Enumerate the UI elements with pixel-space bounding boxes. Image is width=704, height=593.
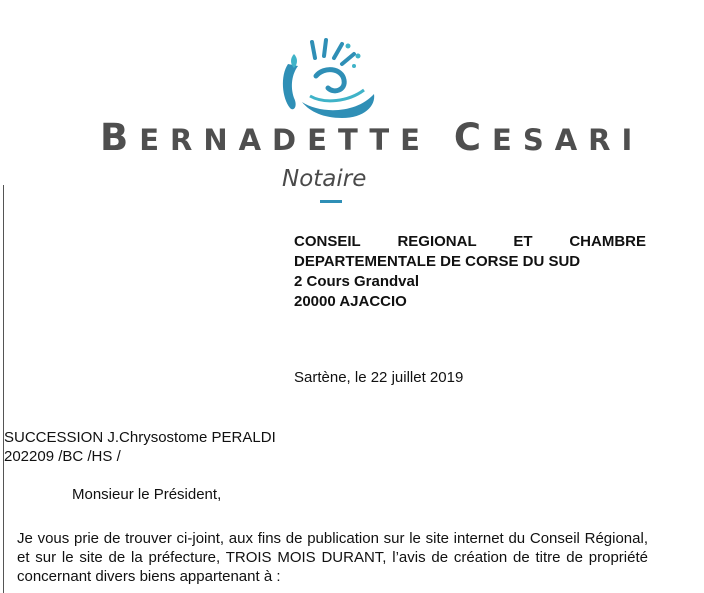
body-paragraph: Je vous prie de trouver ci-joint, aux fins de publication sur le site internet du Conseil Régional, et sur le site de la préfecture, TROIS MOIS DURANT, l’avis de création de titre de propriété concernant divers biens appartenant à : — [17, 530, 648, 585]
recipient-word: CONSEIL — [294, 233, 361, 250]
recipient-line-2: DEPARTEMENTALE DE CORSE DU SUD — [294, 253, 581, 270]
recipient-word: CHAMBRE — [569, 233, 646, 250]
notary-title: Notaire — [282, 166, 367, 192]
recipient-word: REGIONAL — [397, 233, 477, 250]
recipient-word: ET — [513, 233, 533, 250]
notary-name — [100, 116, 644, 159]
name-last-initial: C — [453, 116, 493, 159]
name-first-rest: ERNADETTE — [139, 123, 431, 157]
recipient-address — [294, 232, 646, 312]
notary-emblem-icon — [272, 36, 388, 120]
margin-rule — [3, 185, 4, 593]
name-last-rest: ESARI — [492, 123, 644, 157]
reference-subject: SUCCESSION J.Chrysostome PERALDI — [4, 429, 276, 446]
name-first-display: B — [100, 116, 140, 159]
title-underline — [320, 200, 342, 203]
recipient-line-1 — [294, 232, 646, 252]
recipient-line-4: 20000 AJACCIO — [294, 293, 407, 310]
salutation: Monsieur le Président, — [72, 486, 222, 503]
reference-code: 202209 /BC /HS / — [4, 448, 121, 465]
date-line: Sartène, le 22 juillet 2019 — [294, 369, 464, 386]
recipient-line-3: 2 Cours Grandval — [294, 273, 420, 290]
reference-block — [4, 428, 276, 466]
